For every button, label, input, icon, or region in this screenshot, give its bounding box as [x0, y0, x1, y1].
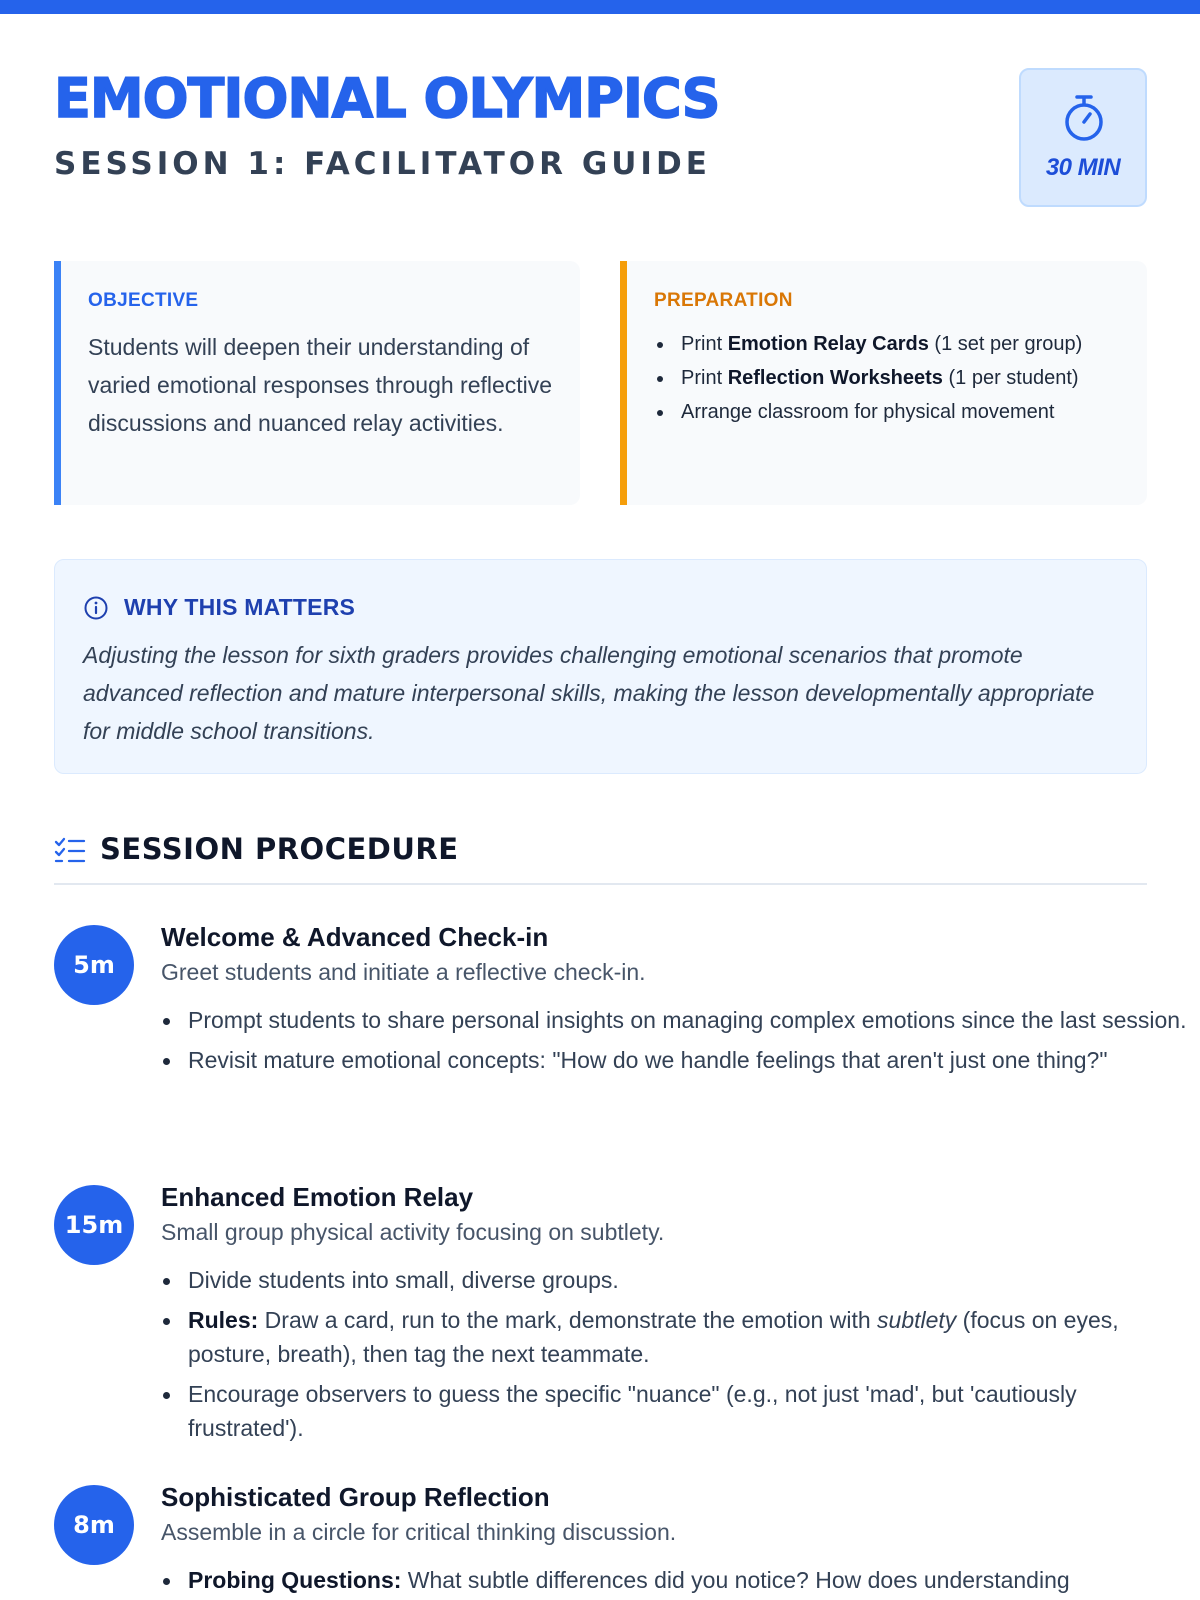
- page-subtitle: SESSION 1: FACILITATOR GUIDE: [54, 146, 711, 182]
- preparation-item: Print Emotion Relay Cards (1 set per group): [654, 327, 1134, 361]
- preparation-heading: PREPARATION: [654, 290, 793, 311]
- objective-heading: OBJECTIVE: [88, 290, 199, 311]
- step-duration-badge: 8m: [54, 1485, 134, 1565]
- step-description: Greet students and initiate a reflective check-in.: [161, 959, 646, 985]
- preparation-list: [654, 327, 1134, 429]
- header: [54, 62, 1147, 212]
- step-bullets: [161, 1003, 1191, 1083]
- step-bullet: Prompt students to share personal insights on managing complex emotions since the last session.: [161, 1003, 1191, 1037]
- page-title: EMOTIONAL OLYMPICS: [54, 67, 720, 130]
- duration-label: 30 MIN: [1045, 154, 1121, 181]
- step-title: Welcome & Advanced Check-in: [161, 922, 549, 952]
- objective-card: [54, 261, 580, 505]
- objective-text: Students will deepen their understanding of varied emotional responses through reflective discussions and nuanced relay activities.: [88, 334, 553, 436]
- why-heading: WHY THIS MATTERS: [124, 594, 356, 620]
- info-icon: [83, 595, 109, 621]
- step-bullet: Probing Questions: What subtle differences did you notice? How does understanding: [161, 1563, 1191, 1597]
- step-duration-badge: 5m: [54, 925, 134, 1005]
- top-accent-bar: [0, 0, 1200, 14]
- step-description: Small group physical activity focusing on subtlety.: [161, 1219, 665, 1245]
- preparation-card: [620, 261, 1147, 505]
- preparation-item: Arrange classroom for physical movement: [654, 395, 1134, 429]
- why-this-matters-callout: [54, 559, 1147, 774]
- step-bullet: Encourage observers to guess the specific "nuance" (e.g., not just 'mad', but 'cautiously frustrated').: [161, 1377, 1191, 1445]
- step-bullets: [161, 1563, 1191, 1600]
- procedure-header: [54, 830, 1147, 885]
- procedure-heading: SESSION PROCEDURE: [100, 832, 459, 866]
- why-text: Adjusting the lesson for sixth graders provides challenging emotional scenarios that promote advanced reflection and mature interpersonal skills, making the lesson developmentally appropriate for middle school transitions.: [83, 642, 1095, 744]
- step-bullet: Revisit mature emotional concepts: "How do we handle feelings that aren't just one thing?": [161, 1043, 1191, 1077]
- checklist-icon: [54, 836, 86, 866]
- step-bullets: [161, 1263, 1191, 1451]
- step-title: Enhanced Emotion Relay: [161, 1182, 474, 1212]
- step-description: Assemble in a circle for critical thinking discussion.: [161, 1519, 677, 1545]
- preparation-item: Print Reflection Worksheets (1 per student): [654, 361, 1134, 395]
- stopwatch-icon: [1063, 94, 1105, 142]
- duration-badge: [1019, 68, 1147, 207]
- step-duration-badge: 15m: [54, 1185, 134, 1265]
- step-title: Sophisticated Group Reflection: [161, 1482, 550, 1512]
- step-bullet: Divide students into small, diverse groups.: [161, 1263, 1191, 1297]
- step-bullet: Rules: Draw a card, run to the mark, demonstrate the emotion with subtlety (focus on eyes, posture, breath), then tag the next teammate.: [161, 1303, 1191, 1371]
